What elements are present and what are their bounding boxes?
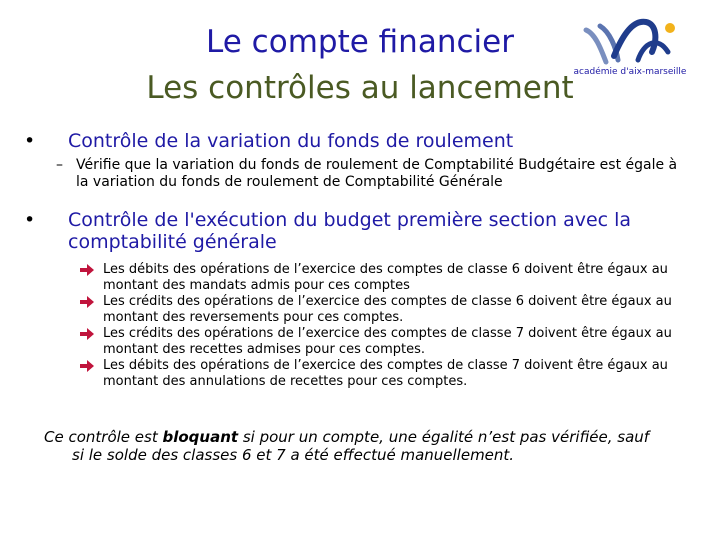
bullet-label: Contrôle de la variation du fonds de roulement xyxy=(68,130,514,152)
list-item-text: Les débits des opérations de l’exercice des comptes de classe 6 doivent être égaux au montant des mandats admis pour ces comptes xyxy=(103,262,668,293)
list-item xyxy=(80,358,680,390)
note-bold-word: bloquant xyxy=(162,428,239,446)
bullet-dot: • xyxy=(24,209,36,231)
academy-logo-text: académie d'aix-marseille xyxy=(573,67,687,77)
list-item-text: Les crédits des opérations de l’exercice des comptes de classe 6 doivent être égaux au montant des reversements pour ces comptes. xyxy=(103,294,672,325)
dash-marker: – xyxy=(56,157,63,173)
arrow-list xyxy=(80,262,680,390)
page-subtitle: Les contrôles au lancement xyxy=(146,70,574,106)
bullet-label: Contrôle de l'exécution du budget première section avec la comptabilité générale xyxy=(68,209,632,253)
note-text-after: si pour un compte, une égalité n’est pas vérifiée, sauf xyxy=(238,428,650,446)
list-item xyxy=(80,294,680,326)
list-item xyxy=(80,262,680,294)
list-item-text: Les crédits des opérations de l’exercice des comptes de classe 7 doivent être égaux au montant des recettes admises pour ces comptes. xyxy=(103,326,672,357)
note-text-line2: si le solde des classes 6 et 7 a été effectué manuellement. xyxy=(72,446,515,464)
page-title: Le compte financier xyxy=(206,24,514,60)
arrow-right-icon xyxy=(80,296,94,308)
arrow-right-icon xyxy=(80,264,94,276)
blocking-note xyxy=(44,428,684,464)
arrow-right-icon xyxy=(80,360,94,372)
sub-bullet-fonds-de-roulement xyxy=(56,157,686,191)
note-text-before: Ce contrôle est xyxy=(44,428,163,446)
list-item xyxy=(80,326,680,358)
bullet-dot: • xyxy=(24,130,36,152)
arrow-right-icon xyxy=(80,328,94,340)
list-item-text: Les débits des opérations de l’exercice des comptes de classe 7 doivent être égaux au montant des annulations de recettes pour ces comptes. xyxy=(103,358,668,389)
sub-bullet-text: Vérifie que la variation du fonds de roulement de Comptabilité Budgétaire est égale à la variation du fonds de roulement de Comptabilité Générale xyxy=(76,157,678,190)
